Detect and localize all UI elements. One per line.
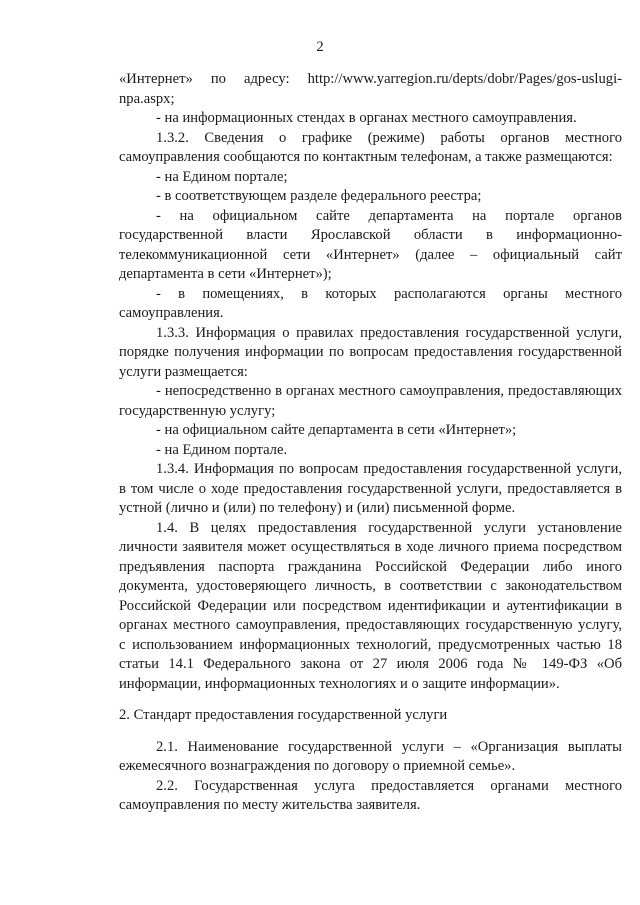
list-item-department-site: - на официальном сайте департамента в сети «Интернет»; xyxy=(156,422,517,438)
page-number: 2 xyxy=(316,39,324,55)
list-item-directly: - непосредственно в органах местного самоуправления, предоставляющих государственную услугу; xyxy=(119,383,622,419)
paragraph-2-1: 2.1. Наименование государственной услуги – «Организация выплаты ежемесячного вознаграждения по договору о приемной семье». xyxy=(119,738,622,774)
section-heading: 2. Стандарт предоставления государственной услуги xyxy=(119,707,448,723)
paragraph-1-3-2: 1.3.2. Сведения о графике (режиме) работы органов местного самоуправления сообщаются по контактным телефонам, а также размещаются: xyxy=(119,129,622,165)
paragraph-internet-address: «Интернет» по адресу: http://www.yarregion.ru/depts/dobr/Pages/gos-uslugi-npa.aspx; xyxy=(119,71,622,107)
list-item-info-stands: - на информационных стендах в органах местного самоуправления. xyxy=(156,110,577,126)
paragraph-2-2: 2.2. Государственная услуга предоставляется органами местного самоуправления по месту жительства заявителя. xyxy=(119,777,622,813)
list-item-federal-registry: - в соответствующем разделе федерального реестра; xyxy=(156,188,482,204)
list-item-official-site: - на официальном сайте департамента на портале органов государственной власти Ярославской области в информационно-телекоммуникационной сети «Интернет» (далее – официальный сайт департамента в сети «Интернет»); xyxy=(119,207,622,282)
paragraph-1-3-4: 1.3.4. Информация по вопросам предоставления государственной услуги, в том числе о ходе предоставления государственной услуги, предоставляется в устной (лично и (или) по телефону) и (или) письменной форме. xyxy=(119,461,622,516)
list-item-premises: - в помещениях, в которых располагаются органы местного самоуправления. xyxy=(119,285,622,321)
paragraph-1-4: 1.4. В целях предоставления государственной услуги установление личности заявителя может осуществляться в ходе личного приема посредством предъявления паспорта гражданина Российской Федерации либо иного документа, удостоверяющего личность, в соответствии с законодательством Российской Федерации или посредством идентификации и аутентификации в органах местного самоуправления, предоставляющих государственную услугу, с использованием информационных технологий, предусмотренных частью 18 статьи 14.1 Федерального закона от 27 июля 2006 года № 149-ФЗ «Об информации, информационных технологиях и о защите информации». xyxy=(119,519,622,692)
document-body xyxy=(119,70,622,816)
list-item-unified-portal: - на Едином портале; xyxy=(156,168,288,185)
list-item-unified-portal-2: - на Едином портале. xyxy=(156,441,288,458)
paragraph-1-3-3: 1.3.3. Информация о правилах предоставления государственной услуги, порядке получения информации по вопросам предоставления государственной услуги размещается: xyxy=(119,324,622,380)
